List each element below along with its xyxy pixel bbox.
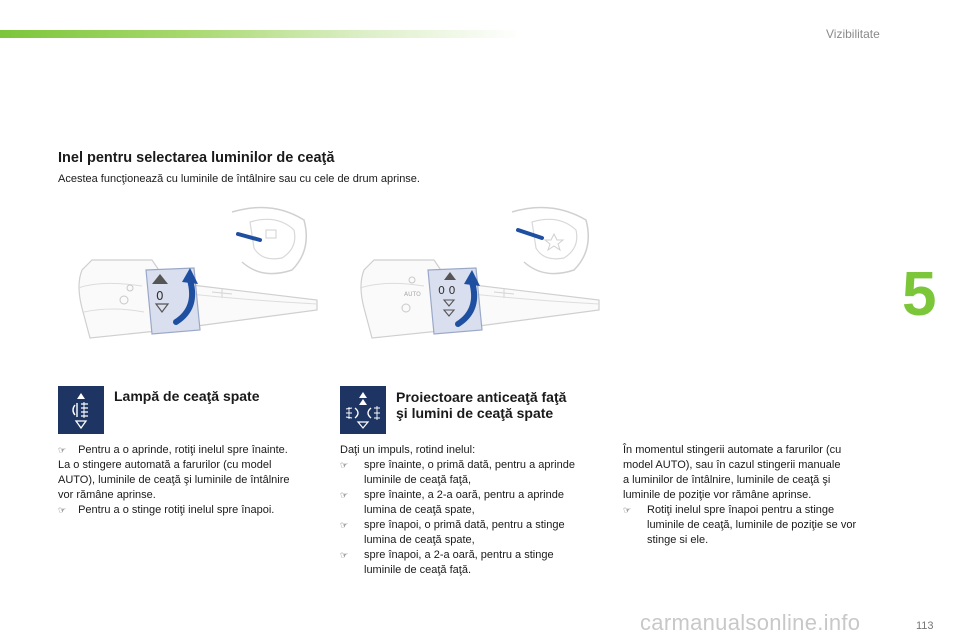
pointing-finger-icon: ☞ [340,550,349,560]
front-rear-fog-indicator-box [340,386,386,434]
section-title: Vizibilitate [826,27,880,41]
front-fog-bullet: ☞ spre înapoi, o primă dată, pentru a stinge lumina de ceaţă spate, [340,519,565,546]
auto-off-line: luminile de poziţie vor rămâne aprinse. [623,489,812,501]
auto-off-line: model AUTO), sau în cazul stingerii manuale [623,459,841,471]
front-fog-bullet: ☞ spre înapoi, a 2-a oară, pentru a stinge luminile de ceaţă faţă. [340,549,554,576]
rear-fog-line: vor rămâne aprinse. [58,489,156,501]
stalk-drawing-auto [354,200,604,345]
pointing-finger-icon: ☞ [58,445,67,455]
front-fog-intro: Daţi un impuls, rotind inelul: [340,444,476,456]
stalk-illustration-rear-fog [72,200,322,345]
front-rear-fog-icon [343,390,383,430]
auto-off-line: În momentul stingerii automate a farurilor (cu [623,444,842,456]
rear-fog-line: AUTO), luminile de ceaţă şi luminile de întâlnire [58,474,290,486]
pointing-finger-icon: ☞ [58,505,67,515]
svg-text:0 0: 0 0 [438,284,456,297]
front-fog-instructions [340,443,610,578]
header-accent-bar [0,30,520,38]
pointing-finger-icon: ☞ [623,505,632,515]
front-fog-heading: Proiectoare anticeaţă faţă şi lumini de ceaţă spate [396,389,567,421]
auto-off-instructions [623,443,893,548]
auto-label: AUTO [404,291,421,298]
watermark: carmanualsonline.info [640,610,861,635]
front-fog-bullet: ☞ spre înainte, o primă dată, pentru a aprinde luminile de ceaţă faţă, [340,459,575,486]
pointing-finger-icon: ☞ [340,460,349,470]
rear-fog-bullet-1: ☞ Pentru a o aprinde, rotiţi inelul spre înainte. [58,444,288,456]
svg-text:0: 0 [156,289,164,303]
rear-fog-instructions [58,443,328,518]
page-number: 113 [916,620,934,632]
rear-fog-line: La o stingere automată a farurilor (cu model [58,459,272,471]
rear-fog-icon [66,390,96,430]
pointing-finger-icon: ☞ [340,520,349,530]
rear-fog-indicator-box [58,386,104,434]
auto-off-line: a luminilor de întâlnire, luminile de ceaţă şi [623,474,831,486]
front-fog-bullet: ☞ spre înainte, a 2-a oară, pentru a aprinde lumina de ceaţă spate, [340,489,564,516]
pointing-finger-icon: ☞ [340,490,349,500]
stalk-illustration-front-rear-fog [354,200,604,345]
stalk-drawing [72,200,322,345]
chapter-number: 5 [902,260,937,329]
rear-fog-bullet-2: ☞ Pentru a o stinge rotiţi inelul spre înapoi. [58,504,275,516]
intro-text: Acestea funcţionează cu luminile de întâlnire sau cu cele de drum aprinse. [58,173,420,185]
rear-fog-heading: Lampă de ceaţă spate [114,388,260,404]
auto-off-bullet: ☞ Rotiţi inelul spre înapoi pentru a stinge luminile de ceaţă, luminile de poziţie se vor stinge si ele. [623,504,857,546]
main-heading: Inel pentru selectarea luminilor de ceaţă [58,150,335,166]
